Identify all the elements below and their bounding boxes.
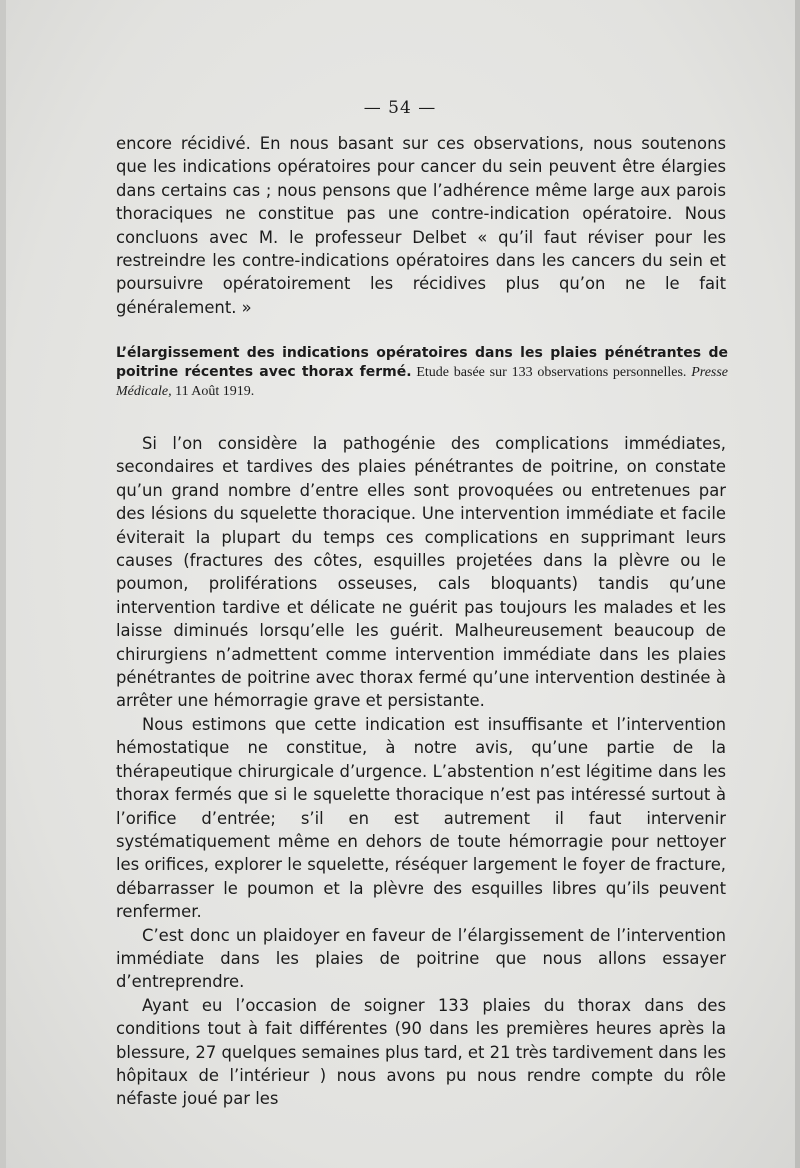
page-edge-left — [0, 0, 6, 1168]
page-number: — 54 — — [363, 98, 437, 118]
intro-text-block — [116, 132, 726, 319]
body-paragraph-4: Ayant eu l’occasion de soigner 133 plaies du thorax dans des conditions tout à fait différentes (90 dans les premières heures après la blessure, 27 quelques semaines plus tard, et 21 très tardivement dans les hôpitaux de l’intérieur ) nous avons pu nous rendre compte du rôle néfaste joué par les — [116, 995, 726, 1109]
body-paragraph-1: Si l’on considère la pathogénie des complications immédiates, secondaires et tardives des plaies pénétrantes de poitrine, on constate qu’un grand nombre d’entre elles sont provoquées ou entretenues par des lésions du squelette thoracique. Une intervention immédiate et facile éviterait la plupart du temps ces complications en supprimant leurs causes (fractures des côtes, esquilles projetées dans la plèvre ou le poumon, proliférations osseuses, cals bloquants) tandis qu’une intervention tardive et délicate ne guérit pas toujours les malades et les laisse diminués lorsqu’elle les guérit. Malheureusement beaucoup de chirurgiens n’admettent comme intervention immédiate dans les plaies pénétrantes de poitrine avec thorax fermé qu’une intervention destinée à arrêter une hémorragie grave et persistante. — [116, 434, 726, 711]
heading-journal: Presse Médicale, — [116, 365, 729, 399]
heading-title: L’élargissement des indications opératoires dans les plaies pénétrantes de poitrine récentes avec thorax fermé. — [116, 345, 728, 380]
page-edge-right — [795, 0, 800, 1168]
section-heading — [116, 344, 728, 401]
intro-paragraph: encore récidivé. En nous basant sur ces observations, nous soutenons que les indications opératoires pour cancer du sein peuvent être élargies dans certains cas ; nous pensons que l’adhérence même large aux parois thoraciques ne constitue pas une contre-indication opératoire. Nous concluons avec M. le professeur Delbet « qu’il faut réviser pour les restreindre les contre-indications opératoires dans les cancers du sein et poursuivre opératoirement les récidives plus qu’on ne le fait généralement. » — [116, 134, 726, 317]
heading-subtitle: Etude basée sur 133 observations personnelles. — [416, 365, 687, 380]
heading-date: 11 Août 1919. — [175, 384, 255, 399]
body-paragraph-2: Nous estimons que cette indication est insuffisante et l’intervention hémostatique ne constitue, à notre avis, qu’une partie de la thérapeutique chirurgicale d’urgence. L’abstention n’est légitime dans les thorax fermés que si le squelette thoracique n’est pas intéressé surtout à l’orifice d’entrée; s’il en est autrement il faut intervenir systématiquement même en dehors de toute hémorragie pour nettoyer les orifices, explorer le squelette, réséquer largement le foyer de fracture, débarrasser le poumon et la plèvre des esquilles libres qu’ils peuvent renfermer. — [116, 714, 726, 922]
body-text-block — [116, 432, 726, 1111]
body-paragraph-3: C’est donc un plaidoyer en faveur de l’élargissement de l’intervention immédiate dans les plaies de poitrine que nous allons essayer d’entreprendre. — [116, 925, 726, 992]
